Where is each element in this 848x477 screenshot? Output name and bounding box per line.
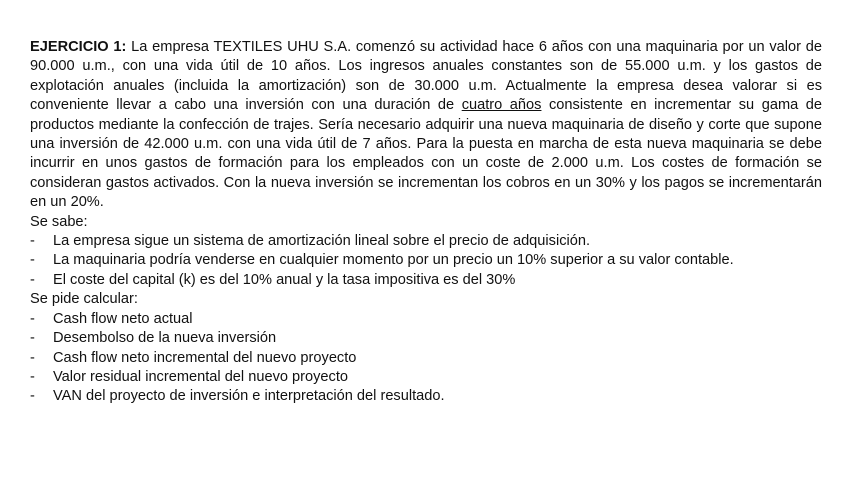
asked-item-text: Valor residual incremental del nuevo proyecto (53, 368, 349, 385)
dash-bullet: - (30, 271, 35, 288)
asked-heading: Se pide calcular: (30, 291, 138, 308)
dash-bullet: - (30, 368, 35, 385)
known-item (30, 232, 822, 251)
known-item (30, 251, 822, 270)
asked-item-text: Cash flow neto incremental del nuevo proyecto (53, 349, 357, 366)
statement-text-part-1: La empresa TEXTILES UHU S.A. comenzó su actividad hace 6 años con una maquinaria por un valor de 90.000 u.m., con una vida útil de 10 años. Los ingresos anuales constantes son de 55.000 u.m. y los gastos de explotación anuales (incluida la amortización) son de 30.000 u.m. Actualmente la empresa desea valorar si es conveniente llevar a cabo una inversión con una duración de (30, 39, 822, 114)
asked-item (30, 387, 822, 406)
dash-bullet: - (30, 388, 35, 405)
asked-item (30, 349, 822, 368)
asked-item (30, 368, 822, 387)
underlined-duration: cuatro años (461, 97, 542, 114)
asked-item (30, 310, 822, 329)
dash-bullet: - (30, 252, 35, 269)
dash-bullet: - (30, 349, 35, 366)
asked-item-text: Cash flow neto actual (53, 310, 193, 327)
statement-text-part-2: consistente en incrementar su gama de productos mediante la confección de trajes. Sería necesario adquirir una nueva maquinaria de diseño y corte que supone una inversión de 42.000 u.m. con una vida útil de 7 años. Para la puesta en marcha de esta nueva maquinaria se debe incurrir en unos gastos de formación para los empleados con un coste de 2.000 u.m. Los costes de formación se consideran gastos activados. Con la nueva inversión se incrementan los cobros en un 30% y los pagos se incrementarán en un 20%. (30, 97, 823, 211)
known-list (30, 232, 822, 290)
exercise-statement (30, 38, 822, 213)
dash-bullet: - (30, 233, 35, 250)
known-heading: Se sabe: (30, 213, 88, 230)
exercise-title: EJERCICIO 1: (30, 39, 127, 55)
known-item (30, 271, 822, 290)
asked-item (30, 329, 822, 348)
asked-list (30, 310, 822, 407)
known-item-text: La maquinaria podría venderse en cualquier momento por un precio un 10% superior a su valor contable. (53, 252, 734, 269)
asked-item-text: VAN del proyecto de inversión e interpretación del resultado. (53, 388, 445, 405)
dash-bullet: - (30, 310, 35, 327)
exercise-document (30, 38, 822, 407)
known-item-text: La empresa sigue un sistema de amortización lineal sobre el precio de adquisición. (53, 233, 591, 250)
asked-item-text: Desembolso de la nueva inversión (53, 330, 277, 347)
dash-bullet: - (30, 330, 35, 347)
known-item-text: El coste del capital (k) es del 10% anual y la tasa impositiva es del 30% (53, 271, 516, 288)
